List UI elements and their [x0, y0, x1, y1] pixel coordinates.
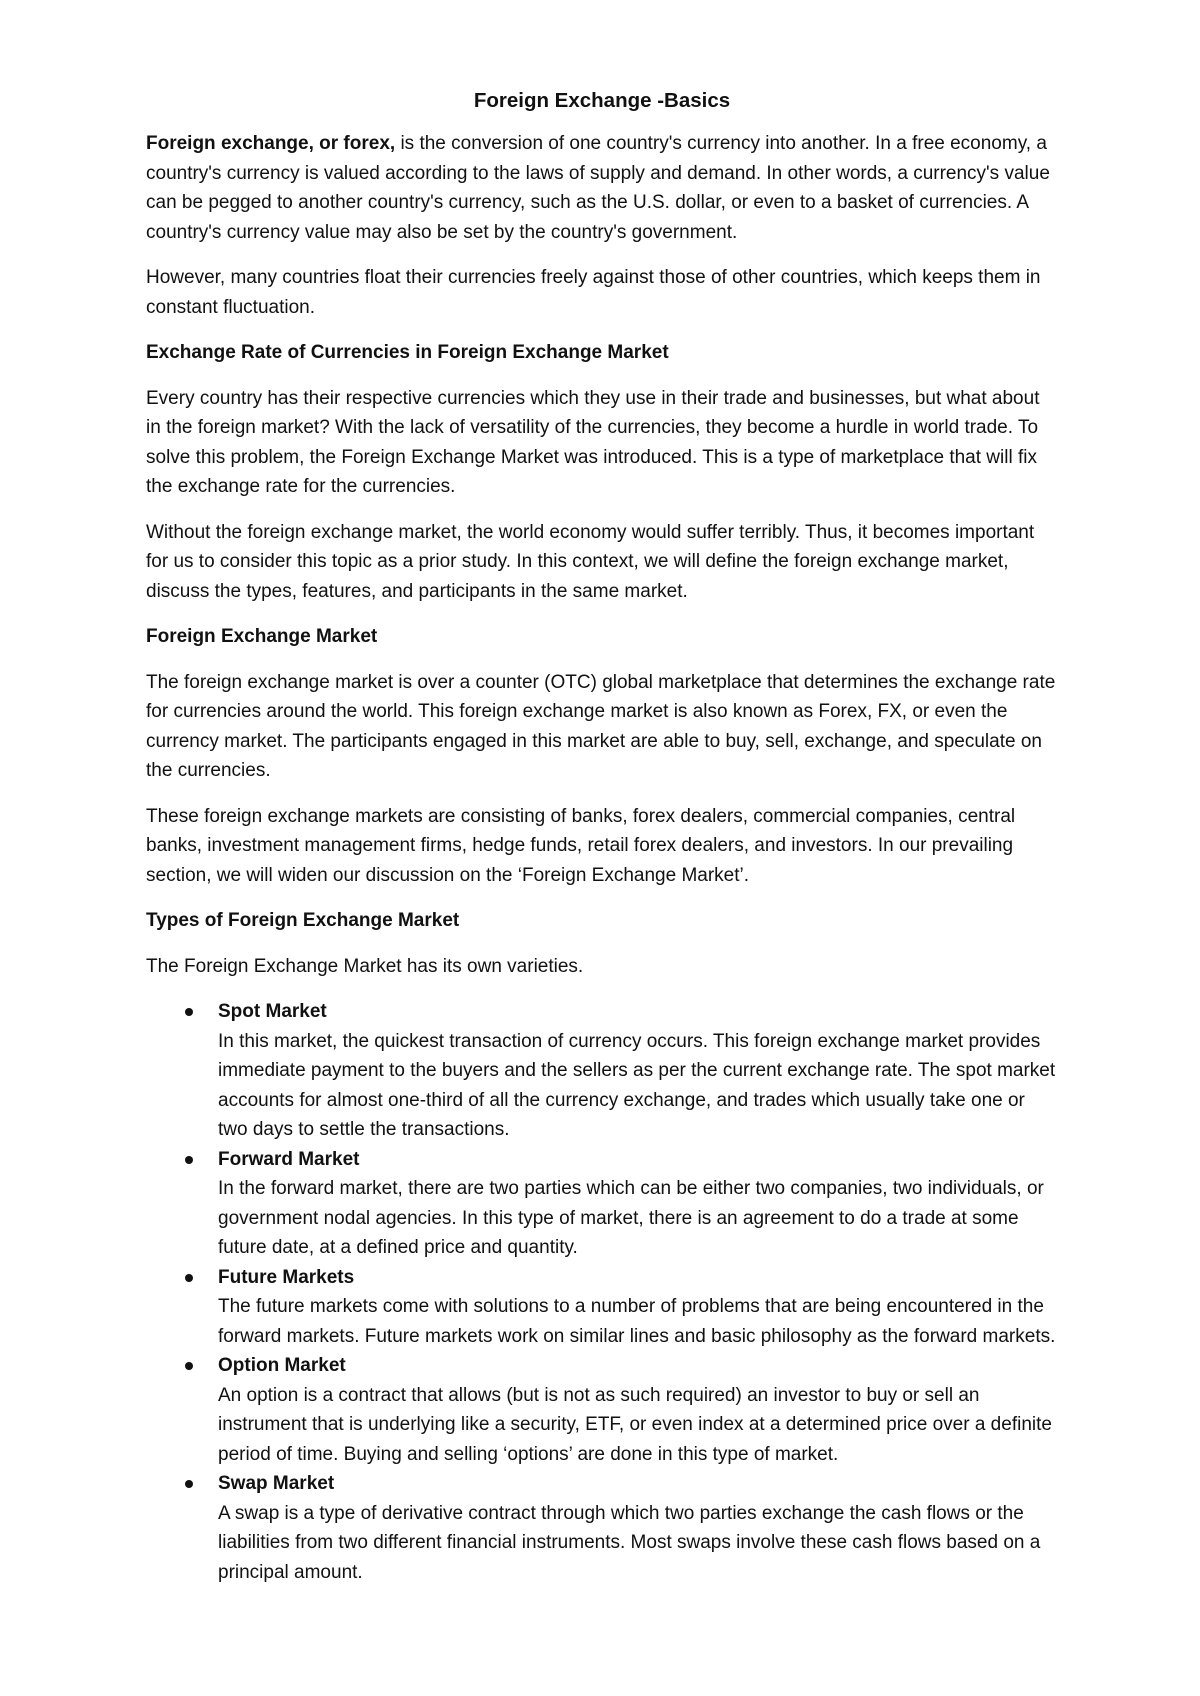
float-paragraph: However, many countries float their currencies freely against those of other countries, which keeps them in constant fluctuation. — [146, 267, 1041, 318]
list-item-text: The future markets come with solutions to a number of problems that are being encountered in the forward markets. Future markets work on similar lines and basic philosophy as the forward markets. — [218, 1296, 1056, 1347]
list-item-spot-market — [146, 997, 1058, 1145]
types-heading: Types of Foreign Exchange Market — [146, 910, 460, 931]
intro-paragraph — [146, 129, 1058, 247]
list-item-title: Future Markets — [218, 1266, 355, 1288]
bullet-icon — [185, 1362, 193, 1370]
list-item-forward-market — [146, 1145, 1058, 1263]
bullet-icon — [185, 1480, 193, 1488]
list-item-text: An option is a contract that allows (but is not as such required) an investor to buy or sell an instrument that is underlying like a security, ETF, or even index at a determined price over a definite period of time. Buying and selling ‘options’ are done in this type of market. — [218, 1384, 1052, 1465]
forex-market-heading: Foreign Exchange Market — [146, 626, 378, 647]
exchange-rate-paragraph-2: Without the foreign exchange market, the world economy would suffer terribly. Thus, it becomes important for us to consider this topic as a prior study. In this context, we will define the foreign exchange market, discuss the types, features, and participants in the same market. — [146, 521, 1035, 602]
list-item-title: Spot Market — [218, 1001, 327, 1022]
list-item-future-markets — [146, 1263, 1058, 1352]
list-item-text: In this market, the quickest transaction of currency occurs. This foreign exchange market provides immediate payment to the buyers and the sellers as per the current exchange rate. The spot market accounts for almost one-third of all the currency exchange, and trades which usually take one or two days to settle the transactions. — [218, 1030, 1056, 1140]
list-item-title: Swap Market — [218, 1473, 335, 1494]
types-intro: The Foreign Exchange Market has its own varieties. — [146, 955, 584, 977]
list-item-text: A swap is a type of derivative contract through which two parties exchange the cash flows or the liabilities from two different financial instruments. Most swaps involve these cash flows based on a principal amount. — [218, 1502, 1041, 1583]
exchange-rate-paragraph-1: Every country has their respective currencies which they use in their trade and businesses, but what about in the foreign market? With the lack of versatility of the currencies, they become a hurdle in world trade. To solve this problem, the Foreign Exchange Market was introduced. This is a type of marketplace that will fix the exchange rate for the currencies. — [146, 387, 1040, 497]
document-title: Foreign Exchange -Basics — [473, 89, 731, 112]
forex-market-paragraph-2: These foreign exchange markets are consisting of banks, forex dealers, commercial companies, central banks, investment management firms, hedge funds, retail forex dealers, and investors. In our prevailing section, we will widen our discussion on the ‘Foreign Exchange Market’. — [146, 805, 1016, 886]
list-item-option-market — [146, 1351, 1058, 1469]
forex-market-paragraph-1: The foreign exchange market is over a counter (OTC) global marketplace that determines the exchange rate for currencies around the world. This foreign exchange market is also known as Forex, FX, or even the currency market. The participants engaged in this market are able to buy, sell, exchange, and speculate on the currencies. — [146, 671, 1056, 781]
intro-text: is the conversion of one country's currency into another. In a free economy, a country's currency is valued according to the laws of supply and demand. In other words, a currency's value can be pegged to another country's currency, such as the U.S. dollar, or even to a basket of currencies. A country's currency value may also be set by the country's government. — [146, 133, 1050, 243]
market-types-list — [146, 997, 1058, 1587]
list-item-text: In the forward market, there are two parties which can be either two companies, two individuals, or government nodal agencies. In this type of market, there is an agreement to do a trade at some future date, at a defined price and quantity. — [218, 1178, 1044, 1258]
intro-lead: Foreign exchange, or forex, — [146, 133, 396, 154]
bullet-icon — [185, 1274, 193, 1282]
list-item-swap-market — [146, 1469, 1058, 1587]
bullet-icon — [185, 1008, 193, 1016]
list-item-title: Forward Market — [218, 1148, 360, 1170]
document-page — [146, 86, 1058, 1587]
list-item-title: Option Market — [218, 1355, 346, 1376]
exchange-rate-heading: Exchange Rate of Currencies in Foreign Exchange Market — [146, 342, 669, 363]
bullet-icon — [185, 1156, 193, 1164]
